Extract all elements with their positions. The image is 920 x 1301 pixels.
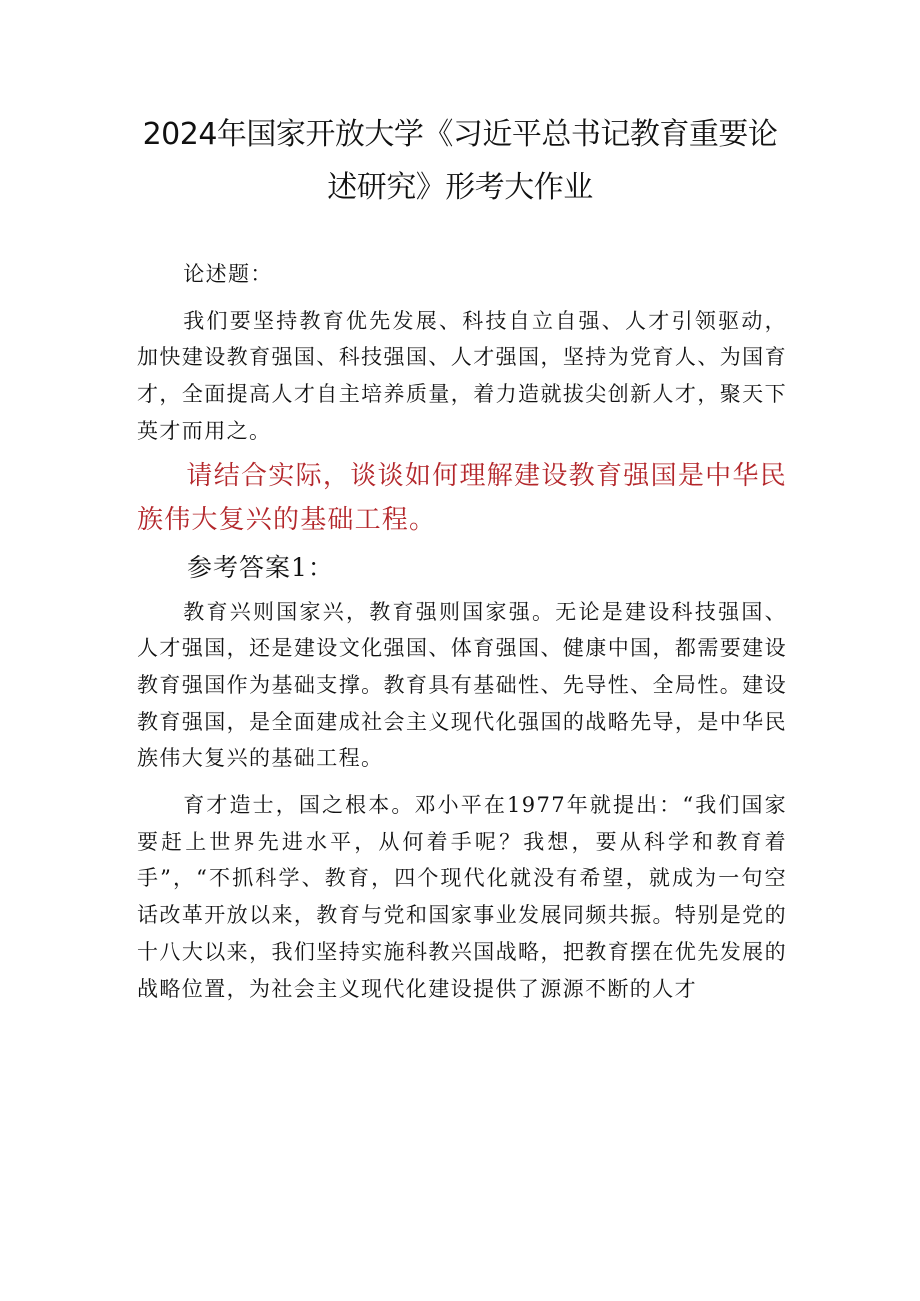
- document-body: [137, 256, 787, 1007]
- section-label: 论述题：: [183, 262, 273, 286]
- document-title: 2024年国家开放大学《习近平总书记教育重要论述研究》形考大作业: [142, 117, 778, 205]
- answer-paragraph: 育才造士，国之根本。邓小平在1977年就提出：“我们国家要赶上世界先进水平，从何着手呢？我想，要从科学和教育着手”，“不抓科学、教育，四个现代化就没有希望，就成为一句空话改革开放以来，教育与党和国家事业发展同频共振。特别是党的十八大以来，我们坚持实施科教兴国战略，把教育摆在优先发展的战略位置，为社会主义现代化建设提供了源源不断的人才: [137, 793, 787, 1001]
- intro-paragraph: 我们要坚持教育优先发展、科技自立自强、人才引领驱动，加快建设教育强国、科技强国、人才强国，坚持为党育人、为国育才，全面提高人才自主培养质量，着力造就拔尖创新人才，聚天下英才而用之。: [137, 308, 787, 443]
- answer-paragraph: 教育兴则国家兴，教育强则国家强。无论是建设科技强国、人才强国，还是建设文化强国、体育强国、健康中国，都需要建设教育强国作为基础支撑。教育具有基础性、先导性、全局性。建设教育强国，是全面建成社会主义现代化强国的战略先导，是中华民族伟大复兴的基础工程。: [137, 599, 787, 771]
- spacer: [137, 293, 787, 303]
- spacer: [137, 777, 787, 787]
- essay-question: 请结合实际，谈谈如何理解建设教育强国是中华民族伟大复兴的基础工程。: [137, 460, 787, 535]
- answer-label: 参考答案1：: [187, 552, 334, 582]
